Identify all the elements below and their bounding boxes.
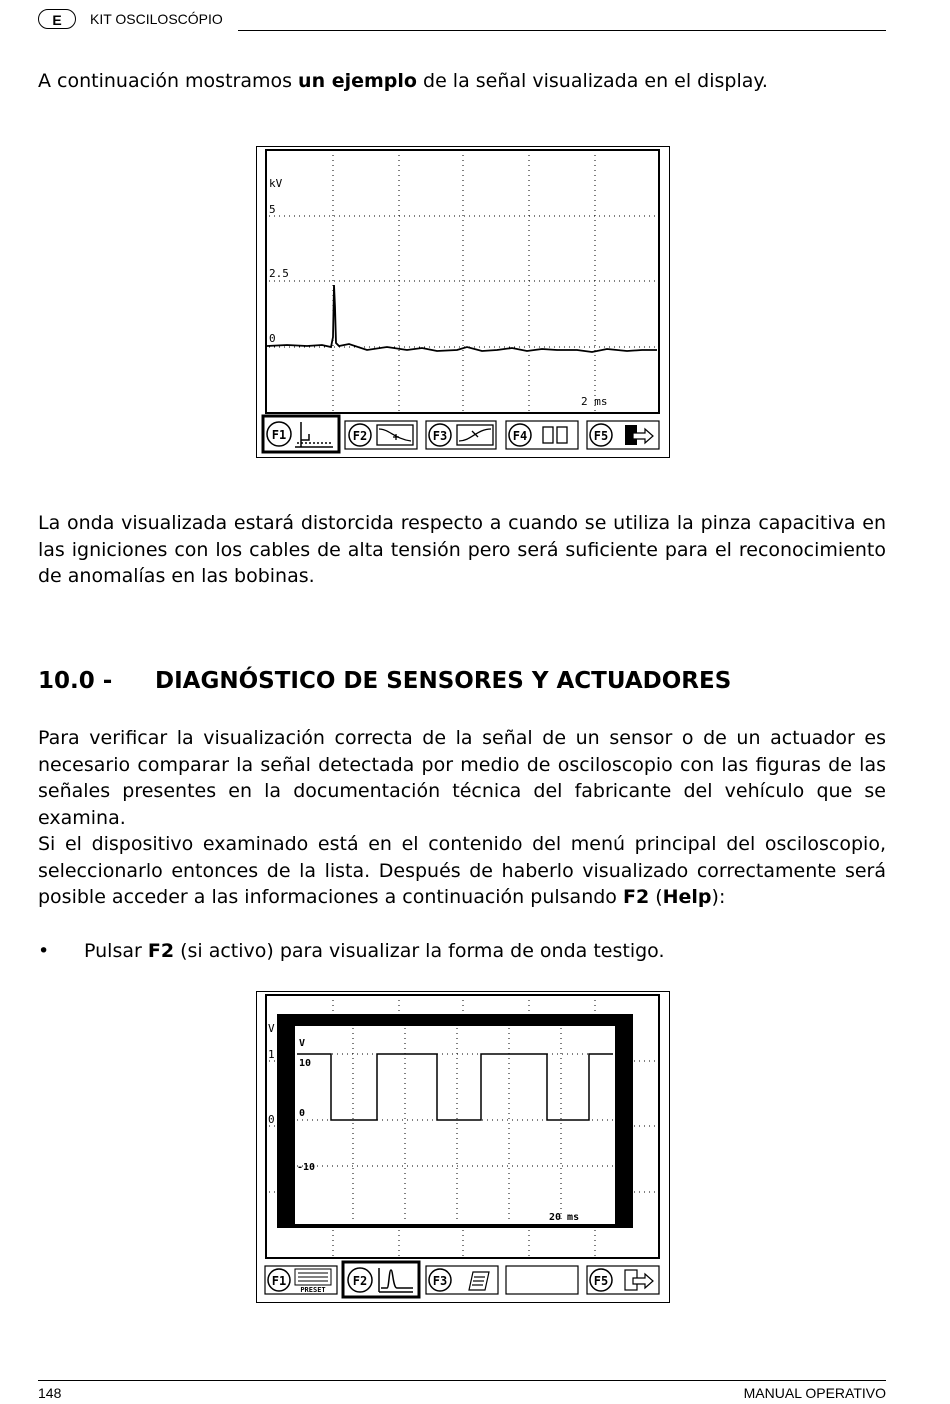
para3-key: F2 xyxy=(622,886,650,908)
scope1-fkey-bar xyxy=(263,416,659,452)
para3-mid: ( xyxy=(649,886,663,908)
scope1-f3-button[interactable] xyxy=(426,421,496,449)
f1-label: F1 xyxy=(271,1274,287,1288)
scope1-timebase: 2 ms xyxy=(581,395,608,408)
bullet-text xyxy=(84,938,664,964)
bullet-pre: Pulsar xyxy=(84,940,148,962)
intro-pre: A continuación mostramos xyxy=(38,70,299,92)
preset-label: PRESET xyxy=(300,1286,326,1294)
intro-text xyxy=(38,68,886,95)
scope1-f4-button[interactable] xyxy=(506,421,578,449)
oscilloscope-display-2 xyxy=(256,991,670,1303)
paragraph-3 xyxy=(38,831,886,911)
scope1-f1-button[interactable] xyxy=(263,416,339,452)
scope1-y-mid: 2.5 xyxy=(269,267,289,280)
scope2-y-low: -10 xyxy=(297,1162,316,1173)
intro-post: de la señal visualizada en el display. xyxy=(416,70,768,92)
paragraph-2: Para verificar la visualización correcta de la señal de un sensor o de un actuador es necesario comparar la señal detectada por medio de osciloscopio con las figuras de las señales presentes en la documentación técnica del fabricante del vehículo que se examina. xyxy=(38,727,886,829)
scope1-screen xyxy=(257,147,669,457)
scope2-f1-button[interactable] xyxy=(265,1266,337,1294)
scope2-f2-button[interactable] xyxy=(343,1262,419,1297)
f2-label: F2 xyxy=(352,429,368,443)
section-title: DIAGNÓSTICO DE SENSORES Y ACTUADORES xyxy=(155,668,732,694)
f4-label: F4 xyxy=(512,429,528,443)
scope1-y-high: 5 xyxy=(269,203,276,216)
header-title: KIT OSCILOSCÓPIO xyxy=(90,11,223,27)
scope1-f5-button[interactable] xyxy=(587,421,659,449)
scope2-unit: V xyxy=(299,1038,306,1049)
scope2-f5-button[interactable] xyxy=(587,1266,659,1294)
reference-waveform-window xyxy=(277,1014,633,1228)
scope2-fkey-bar xyxy=(265,1262,659,1297)
scope2-f4-button-empty xyxy=(506,1266,578,1294)
scope2-outer-zero: 0 xyxy=(268,1113,275,1126)
scope1-y-zero: 0 xyxy=(269,332,276,345)
scope1-waveform xyxy=(267,285,657,352)
f1-label: F1 xyxy=(271,428,287,442)
page-number: 148 xyxy=(38,1385,62,1401)
scope1-f2-button[interactable] xyxy=(345,421,417,449)
paragraph-1: La onda visualizada estará distorcida respecto a cuando se utiliza la pinza capacitiva en las igniciones con los cables de alta tensión pero será suficiente para el reconocimiento de anomalías en las bobinas. xyxy=(38,512,886,587)
scope2-y-high: 10 xyxy=(299,1058,312,1069)
oscilloscope-display-1 xyxy=(256,146,670,458)
language-badge: E xyxy=(38,9,76,29)
header-rule xyxy=(238,30,886,31)
f3-label: F3 xyxy=(432,1274,448,1288)
para3-pre: Si el dispositivo examinado está en el contenido del menú principal del osciloscopio, seleccionarlo entonces de la lista. Después de haberlo visualizado correctamente será posible acceder a las informaciones a continuación pulsando xyxy=(38,833,886,908)
bullet-post: (si activo) para visualizar la forma de onda testigo. xyxy=(174,940,665,962)
bullet-key: F2 xyxy=(147,940,175,962)
f3-label: F3 xyxy=(432,429,448,443)
page-footer xyxy=(38,1380,886,1401)
f5-label: F5 xyxy=(593,1274,609,1288)
bullet-dot: • xyxy=(38,940,50,962)
scope2-outer-one: 1 xyxy=(268,1048,275,1061)
scope2-timebase: 20 ms xyxy=(549,1212,580,1223)
intro-bold: un ejemplo xyxy=(298,70,417,92)
scope2-f3-button[interactable] xyxy=(426,1266,498,1294)
para3-help: Help xyxy=(662,886,712,908)
scope2-y-zero: 0 xyxy=(299,1108,306,1119)
page-header xyxy=(38,8,886,32)
scope2-screen xyxy=(257,992,669,1302)
scope1-unit-label: kV xyxy=(269,177,283,190)
para3-post: ): xyxy=(711,886,726,908)
f2-label: F2 xyxy=(352,1274,368,1288)
section-number: 10.0 - xyxy=(38,668,113,694)
footer-manual-title: MANUAL OPERATIVO xyxy=(743,1385,886,1401)
f5-label: F5 xyxy=(593,429,609,443)
section-heading xyxy=(38,668,731,694)
scope2-outer-unit: V xyxy=(268,1022,275,1035)
